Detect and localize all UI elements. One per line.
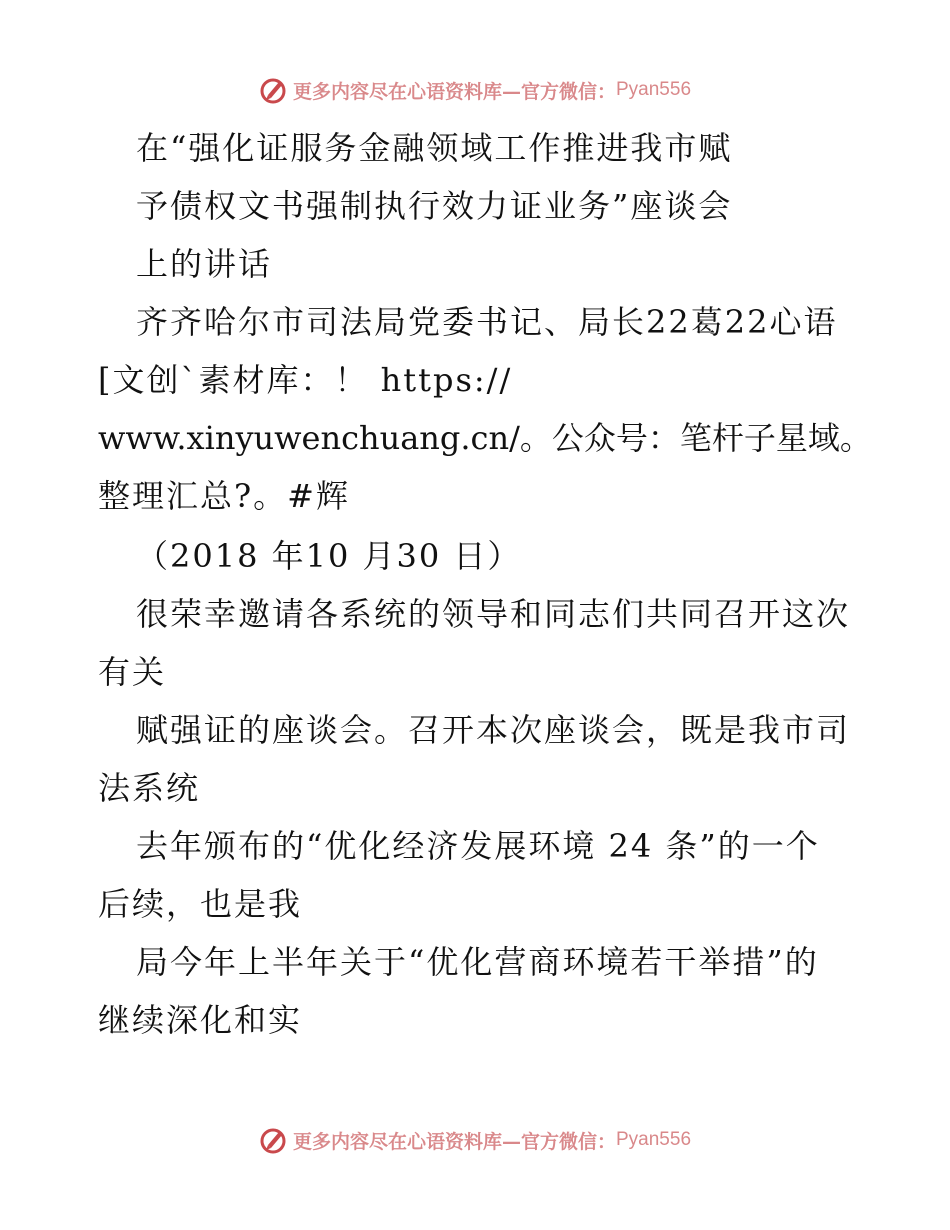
para-line-8: 继续深化和实 — [98, 1001, 303, 1039]
para-line-4: 法系统 — [98, 769, 201, 807]
title-line-3: 上的讲话 — [136, 245, 273, 283]
title-line-1: 在“强化证服务金融领域工作推进我市赋 — [136, 129, 733, 167]
para-line-1: 很荣幸邀请各系统的领导和同志们共同召开这次 — [136, 595, 851, 633]
date-line: （2018 年10 月30 日） — [136, 537, 522, 575]
source-line-2: www.xinyuwenchuang.cn/。公众号：笔杆子星域。 — [98, 419, 872, 457]
author-line: 齐齐哈尔市司法局党委书记、局长22葛22心语 — [136, 303, 838, 341]
para-line-5: 去年颁布的“优化经济发展环境 24 条”的一个 — [136, 827, 820, 865]
banner-text: 更多内容尽在心语资料库—官方微信： — [292, 1130, 616, 1153]
para-line-3: 赋强证的座谈会。召开本次座谈会，既是我市司 — [136, 711, 851, 749]
para-line-7: 局今年上半年关于“优化营商环境若干举措”的 — [136, 943, 819, 981]
banner-text: 更多内容尽在心语资料库—官方微信： — [292, 80, 616, 103]
banner-wechat-id: Pyan556 — [616, 79, 692, 100]
title-line-2: 予债权文书强制执行效力证业务”座谈会 — [136, 187, 733, 225]
source-line-3: 整理汇总?。#辉 — [98, 477, 350, 515]
para-line-6: 后续，也是我 — [98, 885, 303, 923]
para-line-2: 有关 — [98, 653, 167, 691]
pen-logo-icon — [259, 1125, 289, 1155]
footer-banner — [0, 1120, 950, 1160]
banner-wechat-id: Pyan556 — [616, 1129, 692, 1150]
source-line-1: [文创`素材库：！ https:// — [98, 361, 513, 399]
